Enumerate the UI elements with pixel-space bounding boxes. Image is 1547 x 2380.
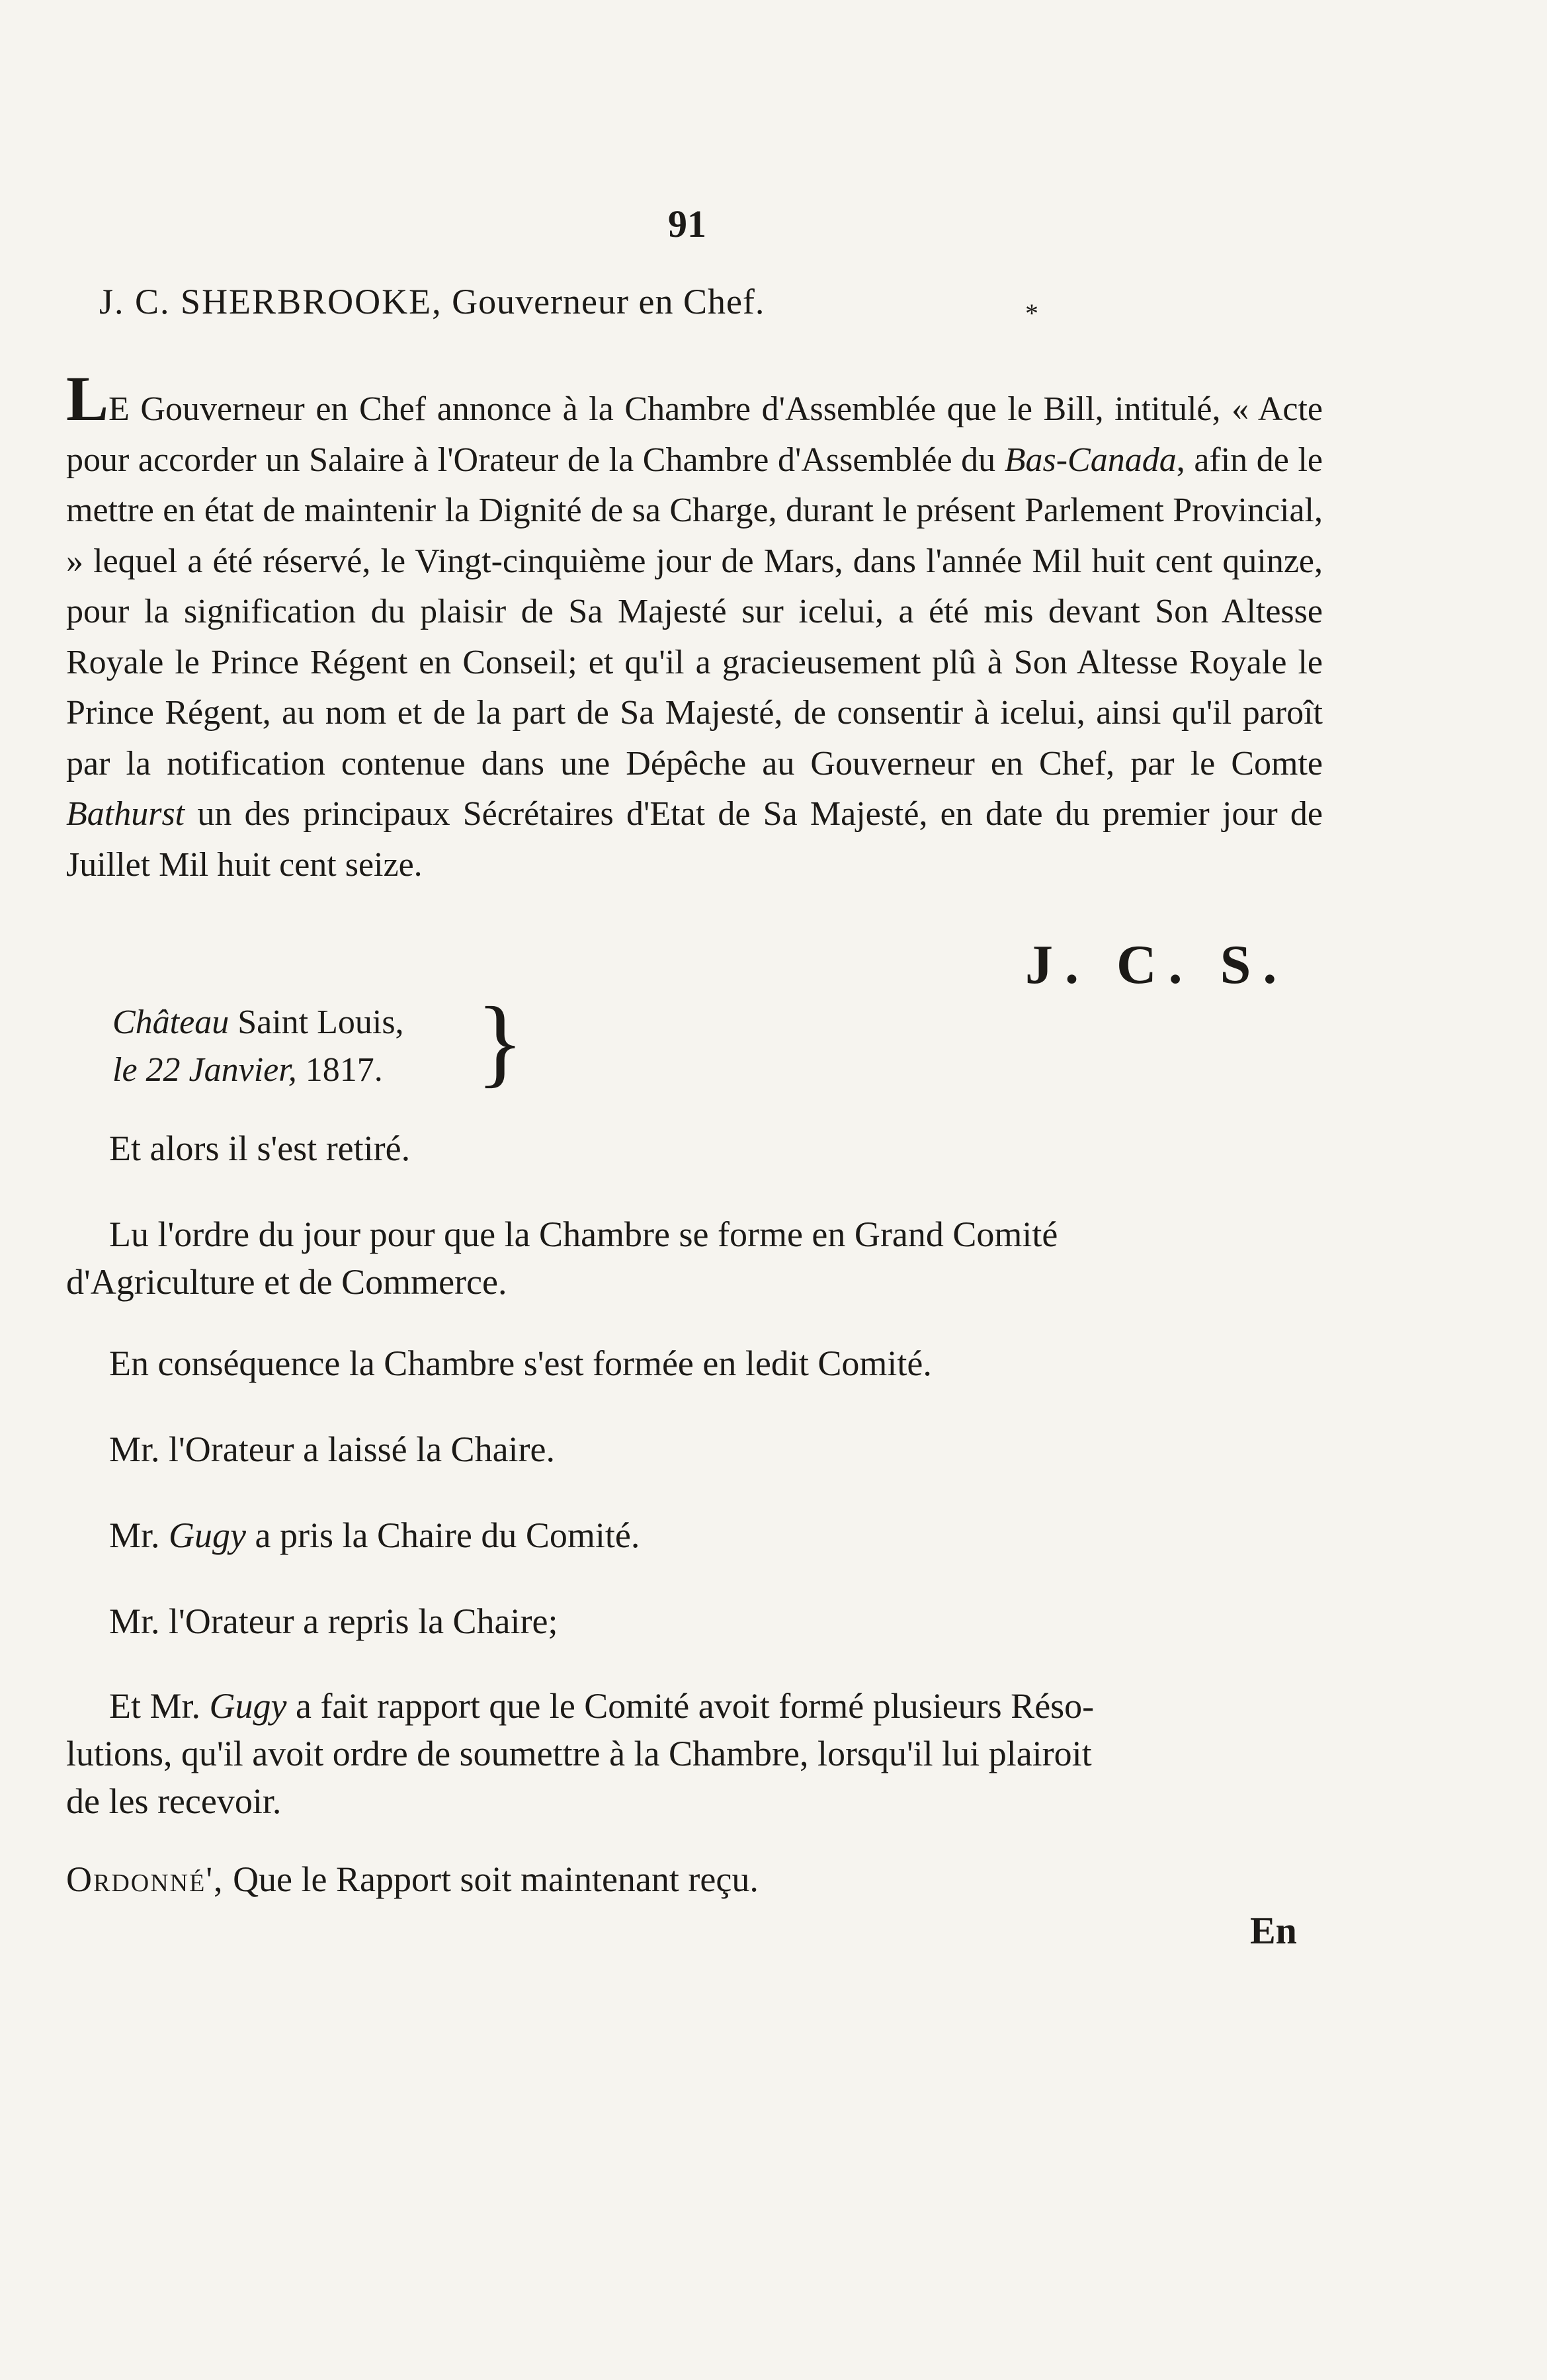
line-formed: En conséquence la Chambre s'est formée en ledit Comité. <box>109 1343 932 1383</box>
line-left-chair: Mr. l'Orateur a laissé la Chaire. <box>109 1429 555 1469</box>
signature-initials: J. C. S. <box>1025 934 1289 996</box>
message-place-name: Bas-Canada <box>1004 441 1177 479</box>
line-report-3: de les recevoir. <box>66 1781 282 1821</box>
line-order-1: Lu l'ordre du jour pour que la Chambre se forme en Grand Comité <box>109 1214 1058 1254</box>
ordered-label: Ordonné', <box>66 1859 224 1899</box>
line-report-2: lutions, qu'il avoit ordre de soumettre à la Chambre, lorsqu'il lui plairoit <box>66 1734 1092 1773</box>
dateline-place: Château Saint Louis, <box>112 1003 404 1041</box>
governor-title: Gouverneur en Chef. <box>452 282 765 321</box>
catchword: En <box>1250 1909 1297 1952</box>
governor-name: J. C. SHERBROOKE, <box>99 282 442 321</box>
message-paragraph <box>66 363 1323 890</box>
line-order-2: d'Agriculture et de Commerce. <box>66 1262 507 1302</box>
page-number: 91 <box>668 202 706 245</box>
ornament-mark: * <box>1025 298 1038 328</box>
line-gugy-chair: Mr. Gugy a pris la Chaire du Comité. <box>109 1515 640 1555</box>
message-text-3: un des principaux Sécrétaires d'Etat de Sa Majesté, en date du premier jour de Juillet Mil huit cent seize. <box>66 795 1323 884</box>
line-ordered: Ordonné', Que le Rapport soit maintenant reçu. <box>66 1859 759 1899</box>
dateline-date: le 22 Janvier, 1817. <box>112 1051 383 1089</box>
dateline <box>112 999 404 1094</box>
message-text-1: E Gouverneur en Chef annonce à la Chambre d'Assemblée que le Bill, intitulé, « Acte pour accorder un Salaire à l'Orateur de la Chambre d'Assemblée du <box>66 390 1323 479</box>
message-text-2: , afin de le mettre en état de maintenir la Dignité de sa Charge, durant le présent Parlement Provincial, » lequel a été réservé, le Vingt-cinquième jour de Mars, dans l'année Mil huit cent quinze, pour la signification du plaisir de Sa Majesté sur icelui, a été mis devant Son Altesse Royale le Prince Régent en Conseil; et qu'il a gracieusement plû à Son Altesse Royale le Prince Régent, au nom et de la part de Sa Majesté, de consentir à icelui, ainsi qu'il paroît par la notification contenue dans une Dépêche au Gouverneur en Chef, par le Comte <box>66 441 1323 783</box>
message-person-name: Bathurst <box>66 795 185 833</box>
line-retire: Et alors il s'est retiré. <box>109 1128 411 1168</box>
heading <box>99 281 765 322</box>
line-report-1: Et Mr. Gugy a fait rapport que le Comité avoit formé plusieurs Réso- <box>109 1686 1095 1726</box>
line-resumed: Mr. l'Orateur a repris la Chaire; <box>109 1601 558 1641</box>
dateline-brace: } <box>476 987 524 1097</box>
drop-cap: L <box>66 363 109 434</box>
